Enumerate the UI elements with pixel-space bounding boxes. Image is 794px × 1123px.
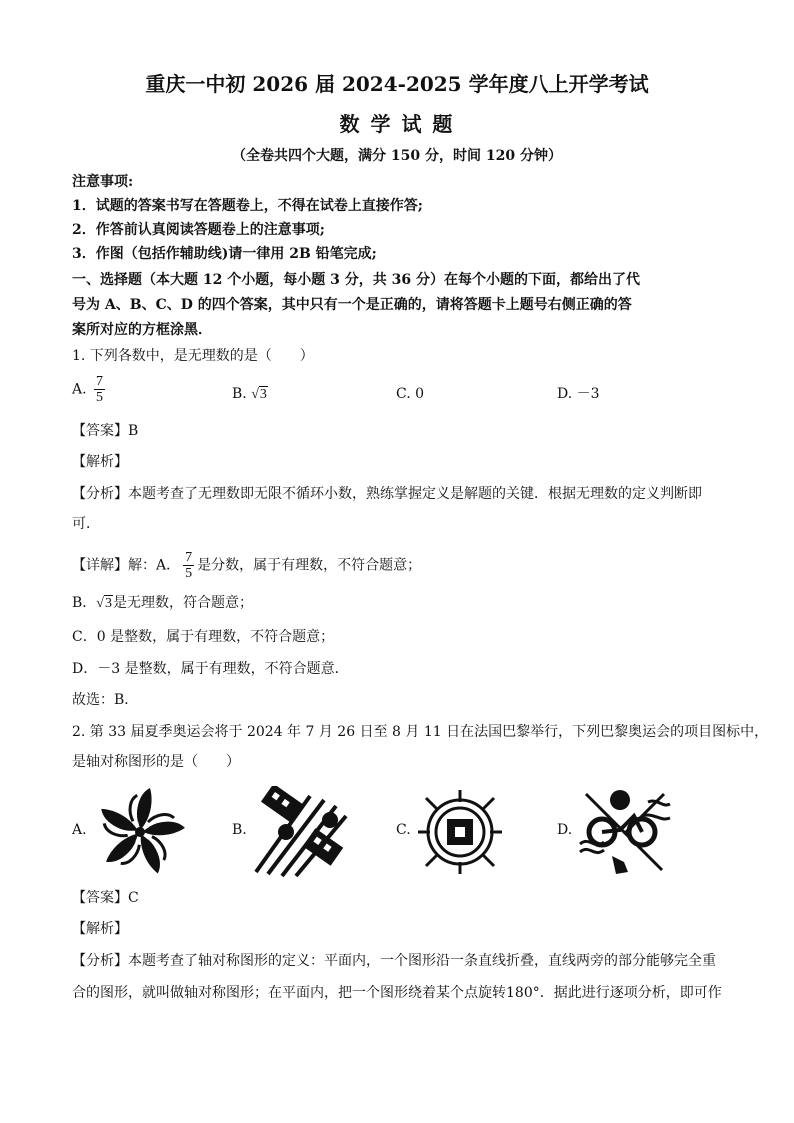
- pinwheel-icon: [88, 784, 192, 880]
- exam-info: （全卷共四个大题，满分 150 分，时间 120 分钟）: [232, 148, 562, 164]
- fraction-numerator: 7: [96, 374, 104, 389]
- q1-detail-fraction: [183, 550, 194, 581]
- q1-detail-c: C．0 是整数，属于有理数，不符合题意；: [72, 629, 335, 645]
- section1-line-3: 案所对应的方框涂黑．: [72, 322, 212, 338]
- q2-stem-line-1: 2. 第 33 届夏季奥运会将于 2024 年 7 月 26 日至 8 月 11 日在法国巴黎举行，下列巴黎奥运会的项目图标中，: [72, 724, 769, 740]
- q1-option-b-label: B.: [232, 386, 247, 402]
- q1-detail-prefix: 【详解】解：A．: [72, 557, 181, 574]
- q2-option-d-label: D.: [557, 822, 573, 838]
- q1-choose: 故选：B．: [72, 692, 139, 708]
- sqrt-symbol: √3: [251, 387, 267, 402]
- q1-analysis-line-2: 可．: [72, 516, 100, 532]
- cycling-icon: [576, 786, 672, 878]
- fraction-denominator: 5: [96, 390, 104, 405]
- sqrt-radicand: 3: [259, 387, 267, 402]
- q2-option-c-figure: [414, 788, 506, 876]
- fraction-numerator: 7: [185, 550, 193, 565]
- q1-detail-a: [72, 550, 421, 581]
- q1-option-c: C. 0: [396, 386, 425, 402]
- section1-line-2: 号为 A、B、C、D 的四个答案，其中只有一个是正确的，请将答题卡上题号右侧正确的答: [72, 297, 632, 313]
- q2-option-a-figure: [88, 784, 192, 880]
- q2-analysis-line-1: 【分析】本题考查了轴对称图形的定义：平面内，一个图形沿一条直线折叠，直线两旁的部分能够完全重: [72, 953, 716, 969]
- q1-answer: 【答案】B: [72, 423, 139, 439]
- q1-detail-d: D．－3 是整数，属于有理数，不符合题意．: [72, 661, 349, 677]
- q1-detail-suffix: 是分数，属于有理数，不符合题意；: [197, 557, 422, 574]
- q2-option-b-figure: [250, 786, 350, 878]
- notes-heading: 注意事项:: [72, 174, 134, 190]
- q1-analysis-line-1: 【分析】本题考查了无理数即无限不循环小数，熟练掌握定义是解题的关键．根据无理数的定义判断即: [72, 486, 702, 502]
- q1-option-a-fraction: [94, 374, 105, 405]
- q2-analysis-label: 【解析】: [72, 921, 128, 937]
- q1-analysis-label: 【解析】: [72, 454, 128, 470]
- exam-title: 重庆一中初 2026 届 2024-2025 学年度八上开学考试: [145, 72, 649, 96]
- q2-analysis-line-2: 合的图形，就叫做轴对称图形；在平面内，把一个图形绕着某个点旋转180°．据此进行逐项分析，即可作: [72, 985, 722, 1001]
- q1-detail-b: [72, 593, 253, 614]
- q2-option-c-label: C.: [396, 822, 411, 838]
- q2-option-a-label: A.: [72, 822, 87, 838]
- badminton-icon: [250, 786, 350, 878]
- q2-stem-line-2: 是轴对称图形的是（ ）: [72, 754, 240, 770]
- target-square-icon: [414, 788, 506, 876]
- note-item-1: 1．试题的答案书写在答题卷上，不得在试卷上直接作答;: [72, 198, 423, 214]
- q1-detail-b-prefix: B．: [72, 595, 97, 611]
- exam-subject: 数 学 试 题: [339, 112, 455, 136]
- q1-detail-b-suffix: 是无理数，符合题意；: [112, 595, 253, 611]
- q2-answer: 【答案】C: [72, 890, 139, 906]
- q1-option-a: [72, 374, 108, 405]
- q1-option-a-label: A.: [72, 381, 87, 398]
- q1-stem: 1. 下列各数中，是无理数的是（ ）: [72, 348, 314, 364]
- note-item-2: 2．作答前认真阅读答题卷上的注意事项;: [72, 222, 325, 238]
- fraction-denominator: 5: [185, 566, 193, 581]
- q1-option-b: [232, 384, 268, 405]
- sqrt-radicand: 3: [104, 596, 112, 611]
- section1-line-1: 一、选择题（本大题 12 个小题，每小题 3 分，共 36 分）在每个小题的下面，都给出了代: [72, 272, 640, 288]
- q2-option-b-label: B.: [232, 822, 247, 838]
- note-item-3: 3．作图（包括作辅助线)请一律用 2B 铅笔完成;: [72, 246, 377, 262]
- q1-option-d: D. －3: [557, 386, 600, 402]
- sqrt-symbol: √3: [96, 596, 112, 611]
- q2-option-d-figure: [576, 786, 672, 878]
